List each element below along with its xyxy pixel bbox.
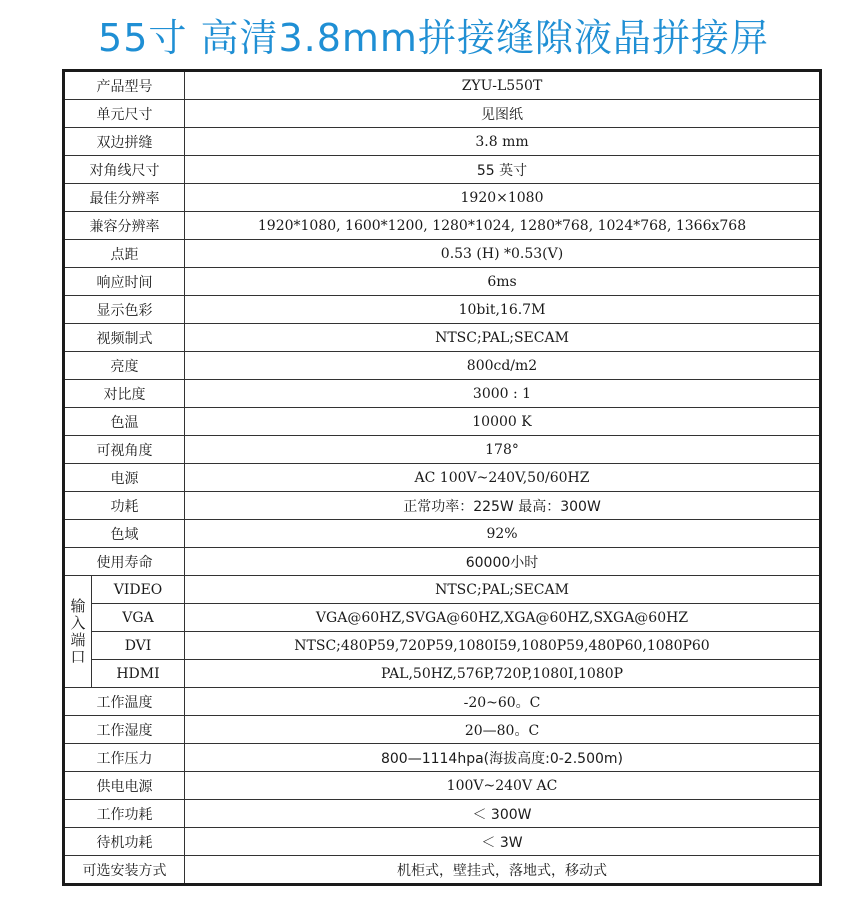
- page-title: 55寸 高清3.8mm拼接缝隙液晶拼接屏: [98, 16, 769, 60]
- spec-label: 电源: [64, 464, 185, 492]
- spec-value: 机柜式，壁挂式，落地式，移动式: [185, 856, 821, 885]
- spec-value: 3.8 mm: [185, 128, 821, 156]
- input-port-label: VIDEO: [92, 576, 185, 604]
- spec-label: 供电电源: [64, 772, 185, 800]
- spec-value: 10000 K: [185, 408, 821, 436]
- spec-row: [64, 128, 821, 156]
- spec-label: 最佳分辨率: [64, 184, 185, 212]
- spec-table-body: [64, 71, 821, 885]
- spec-row: [64, 408, 821, 436]
- spec-row: [64, 436, 821, 464]
- spec-label: 可选安装方式: [64, 856, 185, 885]
- input-row: [64, 632, 821, 660]
- spec-label: 待机功耗: [64, 828, 185, 856]
- spec-row: [64, 352, 821, 380]
- input-port-value: PAL,50HZ,576P,720P,1080I,1080P: [185, 660, 821, 688]
- spec-value: 1920*1080, 1600*1200, 1280*1024, 1280*768, 1024*768, 1366x768: [185, 212, 821, 240]
- input-port-value: NTSC;480P59,720P59,1080I59,1080P59,480P60,1080P60: [185, 632, 821, 660]
- spec-label: 点距: [64, 240, 185, 268]
- spec-label: 亮度: [64, 352, 185, 380]
- spec-row: [64, 100, 821, 128]
- spec-row: [64, 464, 821, 492]
- spec-value: 55 英寸: [185, 156, 821, 184]
- input-port-value: VGA@60HZ,SVGA@60HZ,XGA@60HZ,SXGA@60HZ: [185, 604, 821, 632]
- spec-label: 可视角度: [64, 436, 185, 464]
- input-port-label: DVI: [92, 632, 185, 660]
- spec-value: 100V~240V AC: [185, 772, 821, 800]
- spec-row: [64, 212, 821, 240]
- spec-value: 3000 : 1: [185, 380, 821, 408]
- spec-label: 产品型号: [64, 71, 185, 100]
- spec-value: 20—80。C: [185, 716, 821, 744]
- spec-value: 1920×1080: [185, 184, 821, 212]
- input-group-label: [64, 576, 92, 688]
- spec-row: [64, 324, 821, 352]
- spec-row: [64, 520, 821, 548]
- spec-label: 工作功耗: [64, 800, 185, 828]
- spec-row: [64, 296, 821, 324]
- spec-row: [64, 856, 821, 885]
- input-port-value: NTSC;PAL;SECAM: [185, 576, 821, 604]
- spec-value: AC 100V~240V,50/60HZ: [185, 464, 821, 492]
- input-row: [64, 660, 821, 688]
- spec-row: [64, 268, 821, 296]
- spec-value: ZYU-L550T: [185, 71, 821, 100]
- spec-value: 800—1114hpa(海拔高度:0-2.500m): [185, 744, 821, 772]
- spec-label: 工作温度: [64, 688, 185, 716]
- spec-row: [64, 492, 821, 520]
- spec-label: 色域: [64, 520, 185, 548]
- spec-label: 响应时间: [64, 268, 185, 296]
- spec-value: ＜ 300W: [185, 800, 821, 828]
- spec-row: [64, 71, 821, 100]
- spec-row: [64, 184, 821, 212]
- spec-label: 视频制式: [64, 324, 185, 352]
- spec-row: [64, 548, 821, 576]
- spec-row: [64, 744, 821, 772]
- spec-label: 使用寿命: [64, 548, 185, 576]
- spec-value: 正常功率：225W 最高：300W: [185, 492, 821, 520]
- spec-value: -20~60。C: [185, 688, 821, 716]
- spec-row: [64, 772, 821, 800]
- spec-row: [64, 688, 821, 716]
- spec-label: 对比度: [64, 380, 185, 408]
- spec-label: 显示色彩: [64, 296, 185, 324]
- spec-table: [62, 69, 822, 886]
- spec-row: [64, 380, 821, 408]
- input-row: [64, 604, 821, 632]
- spec-value: 92%: [185, 520, 821, 548]
- spec-label: 兼容分辨率: [64, 212, 185, 240]
- spec-value: 178°: [185, 436, 821, 464]
- spec-value: NTSC;PAL;SECAM: [185, 324, 821, 352]
- spec-label: 功耗: [64, 492, 185, 520]
- spec-row: [64, 716, 821, 744]
- spec-label: 双边拼缝: [64, 128, 185, 156]
- spec-value: 见图纸: [185, 100, 821, 128]
- spec-value: 60000小时: [185, 548, 821, 576]
- spec-label: 工作压力: [64, 744, 185, 772]
- spec-label: 色温: [64, 408, 185, 436]
- spec-value: 6ms: [185, 268, 821, 296]
- spec-row: [64, 156, 821, 184]
- spec-value: 10bit,16.7M: [185, 296, 821, 324]
- input-group-label-text: 输入端口: [70, 596, 86, 666]
- spec-value: 800cd/m2: [185, 352, 821, 380]
- input-row: [64, 576, 821, 604]
- spec-row: [64, 240, 821, 268]
- spec-row: [64, 800, 821, 828]
- input-port-label: VGA: [92, 604, 185, 632]
- input-port-label: HDMI: [92, 660, 185, 688]
- spec-label: 单元尺寸: [64, 100, 185, 128]
- spec-label: 对角线尺寸: [64, 156, 185, 184]
- spec-value: ＜ 3W: [185, 828, 821, 856]
- spec-row: [64, 828, 821, 856]
- spec-value: 0.53 (H) *0.53(V): [185, 240, 821, 268]
- spec-label: 工作湿度: [64, 716, 185, 744]
